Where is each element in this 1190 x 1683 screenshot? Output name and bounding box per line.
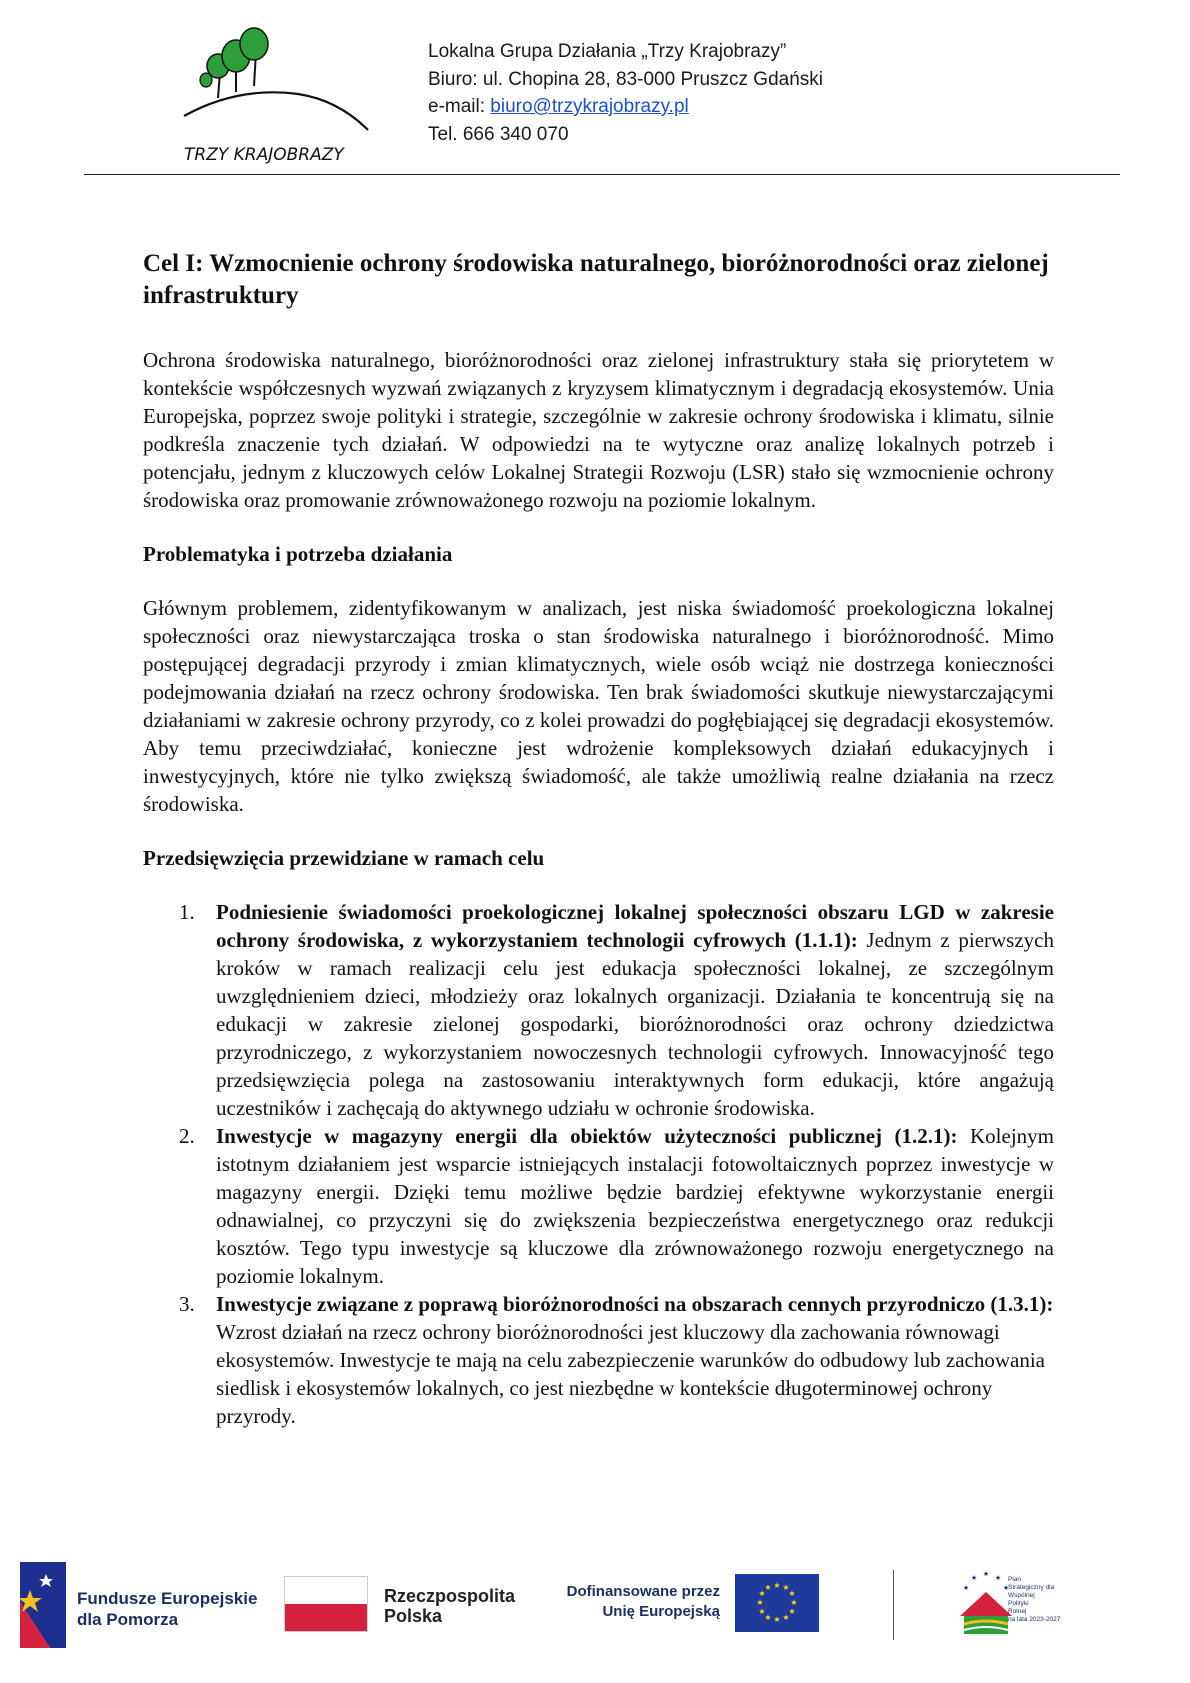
pl-line-1: Rzeczpospolita bbox=[384, 1586, 516, 1606]
eu-funding-label bbox=[558, 1582, 720, 1622]
psp-line: na lata 2023-2027 bbox=[1008, 1616, 1061, 1623]
document-title: Cel I: Wzmocnienie ochrony środowiska naturalnego, bioróżnorodności oraz zielonej infrastruktury bbox=[143, 250, 1049, 309]
eu-line-1: Dofinansowane przez bbox=[566, 1583, 720, 1600]
fe-line-1: Fundusze Europejskie bbox=[77, 1589, 258, 1608]
projects-list bbox=[143, 898, 1054, 1430]
psp-line: Strategiczny dla bbox=[1008, 1584, 1055, 1591]
document-body bbox=[143, 248, 1054, 1430]
funding-footer bbox=[0, 1560, 1190, 1670]
psp-line: Plan bbox=[1008, 1576, 1022, 1583]
psp-line: Wspólnej bbox=[1008, 1592, 1035, 1599]
pl-line-2: Polska bbox=[384, 1606, 443, 1626]
email-link[interactable]: biuro@trzykrajobrazy.pl bbox=[490, 96, 689, 117]
fundusze-europejskie-label bbox=[77, 1588, 257, 1630]
list-item-body: Wzrost działań na rzecz ochrony bioróżnorodności jest kluczowy dla zachowania równowagi ekosystemów. Inwestycje te mają na celu zabezpieczenie warunków do odbudowy lub zachowania siedlisk i ekosystemów lokalnych, co jest niezbędne w kontekście długoterminowej ochrony przyrody. bbox=[216, 1320, 1045, 1428]
rzeczpospolita-label bbox=[384, 1586, 515, 1626]
trzy-krajobrazy-logo bbox=[178, 26, 378, 172]
email-line bbox=[428, 93, 823, 121]
eu-line-2: Unię Europejską bbox=[602, 1603, 720, 1620]
svg-text:★: ★ bbox=[970, 1574, 978, 1582]
svg-text:★: ★ bbox=[782, 1583, 790, 1592]
fundusze-europejskie-icon bbox=[20, 1562, 66, 1648]
email-label: e-mail: bbox=[428, 96, 491, 117]
svg-text:★: ★ bbox=[982, 1570, 990, 1578]
psp-label bbox=[1008, 1576, 1060, 1624]
svg-text:★: ★ bbox=[764, 1613, 772, 1622]
list-item-title: Inwestycje związane z poprawą bioróżnorodności na obszarach cennych przyrodniczo (1.3.1): bbox=[216, 1292, 1054, 1316]
intro-paragraph: Ochrona środowiska naturalnego, bioróżnorodności oraz zielonej infrastruktury stała się priorytetem w kontekście współczesnych wyzwań związanych z kryzysem klimatycznym i degradacją ekosystemów. Unia Europejska, poprzez swoje polityki i strategie, szczególnie w zakresie ochrony środowiska i klimatu, silnie podkreśla znaczenie tych działań. W odpowiedzi na te wytyczne oraz analizę lokalnych potrzeb i potencjału, jednym z kluczowych celów Lokalnej Strategii Rozwoju (LSR) stało się wzmocnienie ochrony środowiska oraz promowanie zrównoważonego rozwoju na poziomie lokalnym. bbox=[143, 348, 1054, 512]
svg-text:★: ★ bbox=[788, 1589, 796, 1598]
svg-text:★: ★ bbox=[773, 1615, 781, 1624]
list-item bbox=[143, 898, 1054, 1122]
svg-text:★: ★ bbox=[756, 1598, 764, 1607]
svg-text:★: ★ bbox=[788, 1607, 796, 1616]
svg-text:★: ★ bbox=[1002, 1584, 1010, 1592]
psp-line: Rolnej bbox=[1008, 1608, 1027, 1615]
svg-text:★: ★ bbox=[782, 1613, 790, 1622]
list-item-title: Podniesienie świadomości proekologicznej lokalnej społeczności obszaru LGD w zakresie ochrony środowiska, z wykorzystaniem technologii cyfrowych (1.1.1): bbox=[216, 900, 1054, 952]
phone: Tel. 666 340 070 bbox=[428, 123, 569, 145]
problems-paragraph: Głównym problemem, zidentyfikowanym w analizach, jest niska świadomość proekologiczna lokalnej społeczności oraz niewystarczająca troska o stan środowiska naturalnego i bioróżnorodność. Mimo postępującej degradacji przyrody i zmian klimatycznych, wiele osób wciąż nie dostrzega konieczności podejmowania działań na rzecz ochrony środowiska. Ten brak świadomości skutkuje niewystarczającymi działaniami w zakresie ochrony przyrody, co z kolei prowadzi do pogłębiającej się degradacji ekosystemów. Aby temu przeciwdziałać, konieczne jest wdrożenie kompleksowych działań edukacyjnych i inwestycyjnych, które nie tylko zwiększą świadomość, ale także umożliwią realne działania na rzecz środowiska. bbox=[143, 596, 1054, 816]
list-item-body: Kolejnym istotnym działaniem jest wsparcie istniejących instalacji fotowoltaicznych poprzez inwestycje w magazyny energii. Dzięki temu możliwe będzie bardziej efektywne wykorzystanie energii odnawialnej, co przyczyni się do zwiększenia bezpieczeństwa energetycznego oraz redukcji kosztów. Tego typu inwestycje są kluczowe dla zrównoważonego rozwoju energetycznego na poziomie lokalnym. bbox=[216, 1124, 1055, 1288]
section-heading-projects: Przedsięwzięcia przewidziane w ramach celu bbox=[143, 846, 545, 870]
logo-wordmark: TRZY KRAJOBRAZY bbox=[184, 145, 344, 165]
list-item-number: 3. bbox=[179, 1292, 195, 1316]
header-contact bbox=[428, 38, 823, 148]
header-divider bbox=[84, 174, 1120, 175]
svg-text:★: ★ bbox=[764, 1583, 772, 1592]
fe-line-2: dla Pomorza bbox=[77, 1610, 179, 1629]
list-item-title: Inwestycje w magazyny energii dla obiektów użyteczności publicznej (1.2.1): bbox=[216, 1124, 958, 1148]
list-item-number: 2. bbox=[179, 1124, 195, 1148]
footer-divider bbox=[893, 1570, 894, 1640]
svg-text:★: ★ bbox=[790, 1598, 798, 1607]
org-name: Lokalna Grupa Działania „Trzy Krajobrazy” bbox=[428, 41, 787, 62]
section-heading-problems: Problematyka i potrzeba działania bbox=[143, 542, 453, 566]
poland-flag-icon bbox=[284, 1576, 368, 1632]
list-item bbox=[143, 1290, 1054, 1430]
list-item-number: 1. bbox=[179, 900, 195, 924]
svg-text:★: ★ bbox=[994, 1574, 1002, 1582]
psp-line: Polityki bbox=[1008, 1600, 1029, 1607]
office-address: Biuro: ul. Chopina 28, 83-000 Pruszcz Gdański bbox=[428, 68, 823, 90]
list-item bbox=[143, 1122, 1054, 1290]
svg-text:★: ★ bbox=[962, 1584, 970, 1592]
eu-flag-icon bbox=[735, 1574, 819, 1632]
list-item-body: Jednym z pierwszych kroków w ramach realizacji celu jest edukacja społeczności lokalnej, ze szczególnym uwzględnieniem dzieci, młodzieży oraz lokalnych organizacji. Działania te koncentrują się na edukacji w zakresie zielonej gospodarki, bioróżnorodności oraz ochrony dziedzictwa przyrodniczego, z wykorzystaniem nowoczesnych technologii cyfrowych. Innowacyjność tego przedsięwzięcia polega na zastosowaniu interaktywnych form edukacji, które angażują uczestników i zachęcają do aktywnego udziału w ochronie środowiska. bbox=[216, 928, 1055, 1120]
svg-text:★: ★ bbox=[758, 1607, 766, 1616]
svg-text:★: ★ bbox=[773, 1581, 781, 1590]
svg-text:★: ★ bbox=[758, 1589, 766, 1598]
